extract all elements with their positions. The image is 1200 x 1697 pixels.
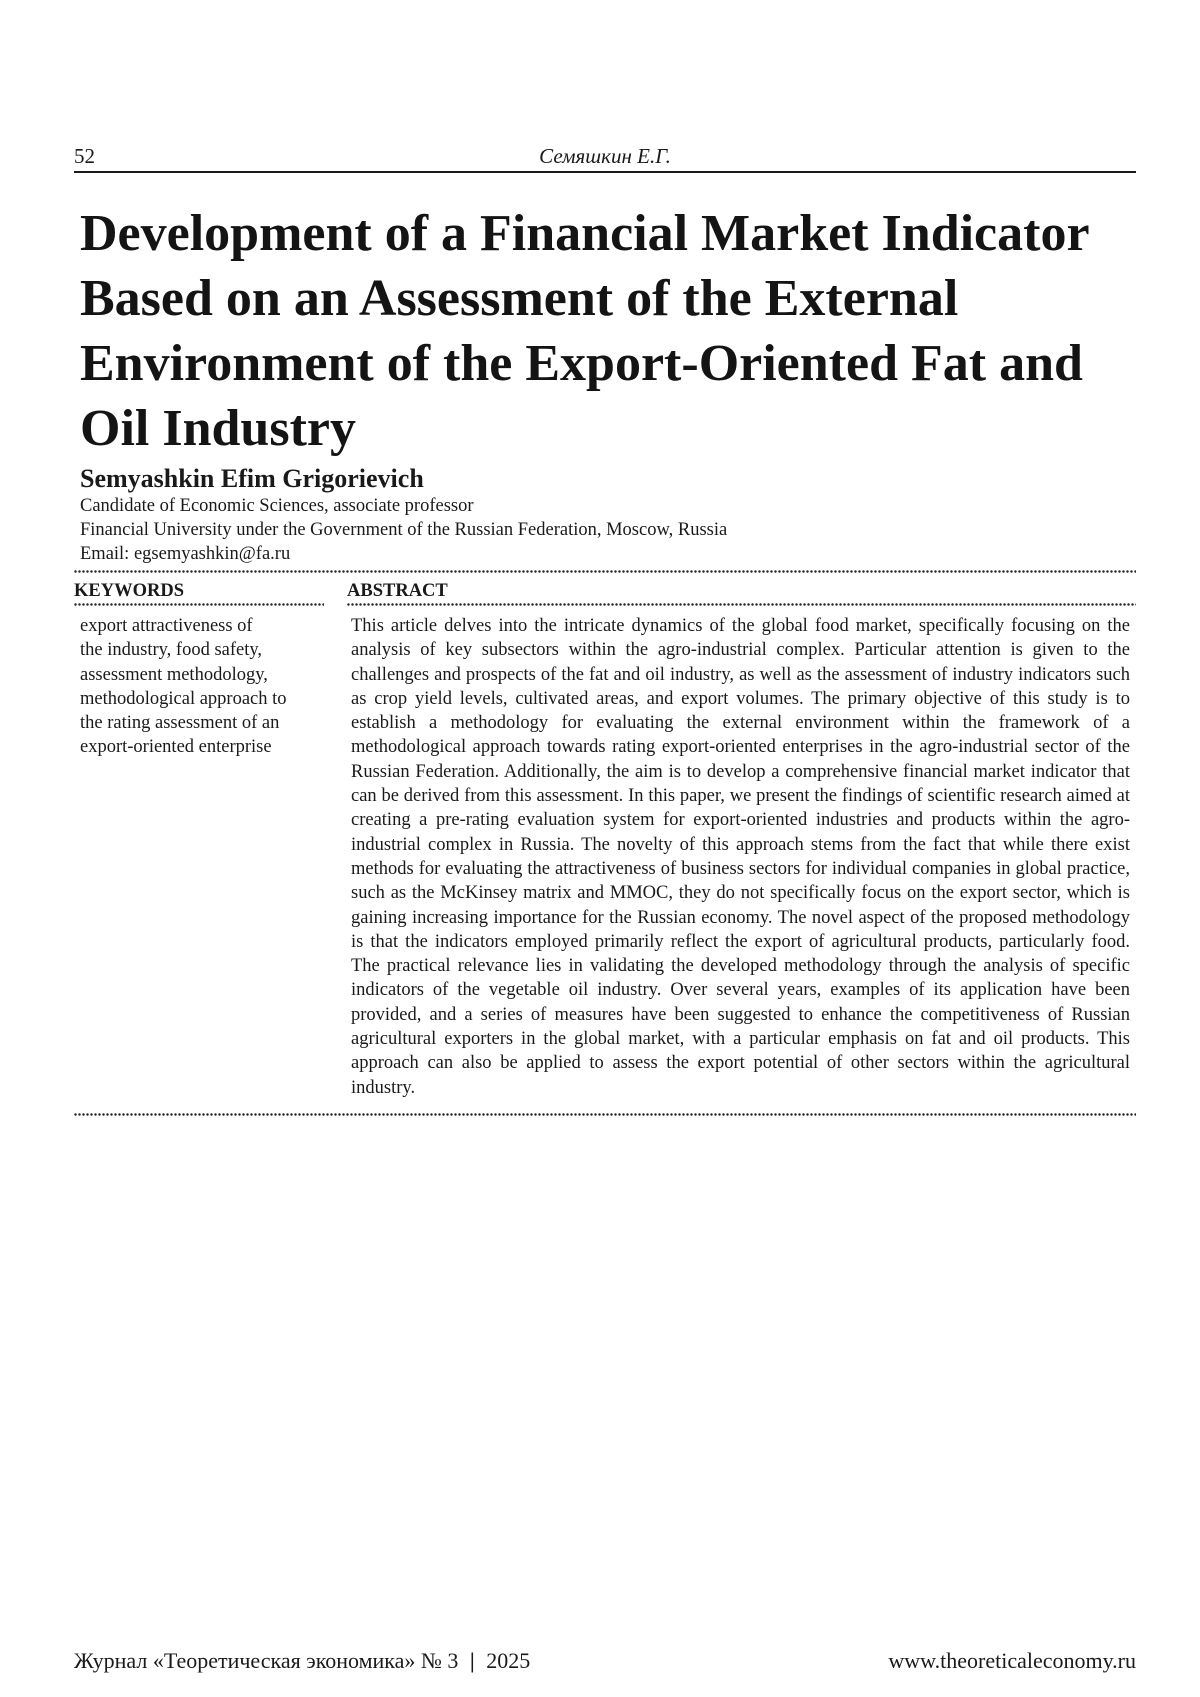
keywords-line: export attractiveness of <box>80 614 324 638</box>
author-email: Email: egsemyashkin@fa.ru <box>80 542 1136 566</box>
author-affiliation: Financial University under the Government of the Russian Federation, Moscow, Russia <box>80 518 1136 542</box>
keywords-column <box>74 580 324 1100</box>
keywords-abstract-section <box>74 580 1136 1100</box>
journal-page <box>0 0 1200 1697</box>
footer-separator: | <box>470 1647 475 1675</box>
footer-journal-info <box>74 1647 530 1675</box>
keywords-heading: KEYWORDS <box>74 580 324 602</box>
abstract-text: This article delves into the intricate dynamics of the global food market, specifically focusing on the analysis of key subsectors within the agro-industrial complex. Particular attention is given to the challenges and prospects of the fat and oil industry, as well as the assessment of industry indicators such as crop yield levels, cultivated areas, and export volumes. The primary objective of this study is to establish a methodology for evaluating the external environment within the framework of a methodological approach towards rating export-oriented enterprises in the agro-industrial sector of the Russian Federation. Additionally, the aim is to develop a comprehensive financial market indicator that can be derived from this assessment. In this paper, we present the findings of scientific research aimed at creating a pre-rating evaluation system for export-oriented industries and products within the agro-industrial complex in Russia. The novelty of this approach stems from the fact that while there exist methods for evaluating the attractiveness of business sectors for individual companies in global practice, such as the McKinsey matrix and MMOC, they do not specifically focus on the export sector, which is gaining increasing importance for the Russian economy. The novel aspect of the proposed methodology is that the indicators employed primarily reflect the export of agricultural products, particularly food. The practical relevance lies in validating the developed methodology through the analysis of specific indicators of the vegetable oil industry. Over several years, examples of its application have been provided, and a series of measures have been suggested to enhance the competitiveness of Russian agricultural exporters in the global market, with a particular emphasis on fat and oil products. This approach can also be applied to assess the export potential of other sectors within the agricultural industry. <box>351 614 1130 1100</box>
article-title <box>74 201 1136 461</box>
footer-journal-name: Журнал «Теоретическая экономика» № 3 <box>74 1647 458 1675</box>
author-name: Semyashkin Efim Grigorievich <box>80 464 1136 494</box>
keywords-line: export-oriented enterprise <box>80 735 324 759</box>
header-rule <box>74 171 1136 173</box>
title-line: Based on an Assessment of the External <box>80 266 1136 331</box>
title-line: Oil Industry <box>80 396 1136 461</box>
title-line: Development of a Financial Market Indicator <box>80 201 1136 266</box>
keywords-line: the rating assessment of an <box>80 711 324 735</box>
footer-year: 2025 <box>486 1647 530 1675</box>
author-degree: Candidate of Economic Sciences, associate professor <box>80 494 1136 518</box>
keywords-line: assessment methodology, <box>80 663 324 687</box>
running-title: Семяшкин Е.Г. <box>74 143 1136 169</box>
keywords-line: the industry, food safety, <box>80 638 324 662</box>
abstract-heading: ABSTRACT <box>347 580 1136 602</box>
dotted-divider-bottom <box>74 1113 1136 1116</box>
abstract-dotted-rule <box>347 603 1136 606</box>
author-block <box>74 464 1136 566</box>
page-footer <box>74 1647 1136 1675</box>
keywords-line: methodological approach to <box>80 687 324 711</box>
dotted-divider-top <box>74 570 1136 573</box>
title-line: Environment of the Export-Oriented Fat and <box>80 331 1136 396</box>
article-front-matter <box>74 201 1136 1116</box>
footer-website: www.theoreticaleconomy.ru <box>888 1647 1136 1675</box>
running-head <box>74 143 1136 169</box>
abstract-column <box>347 580 1136 1100</box>
keywords-dotted-rule <box>74 603 324 606</box>
page-number: 52 <box>74 143 95 169</box>
keywords-list <box>74 614 324 760</box>
